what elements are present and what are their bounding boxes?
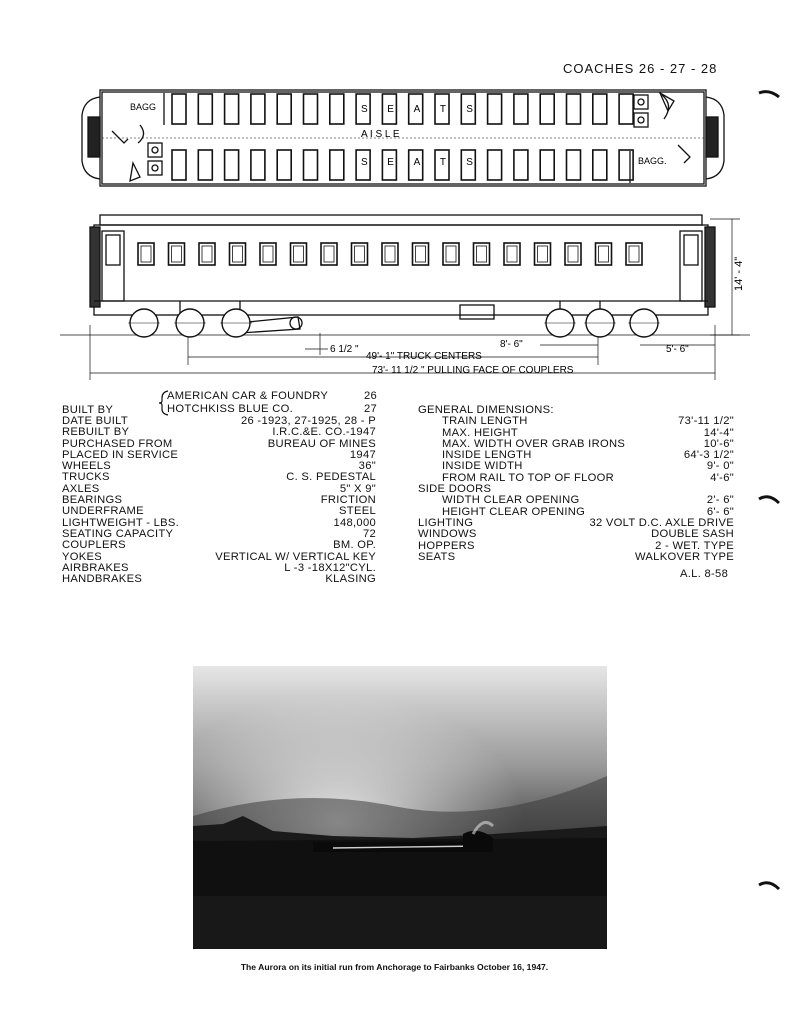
dimension-label: SEATS — [418, 550, 456, 563]
bagg-label-left: BAGG — [130, 102, 157, 112]
plan-seat — [619, 150, 633, 180]
plan-seat — [330, 94, 344, 124]
plan-seat — [251, 94, 265, 124]
spec-label: COUPLERS — [62, 539, 126, 552]
bagg-label-right: BAGG. — [638, 156, 667, 166]
coach-window-sash — [172, 246, 182, 262]
seats-letter: S — [361, 104, 368, 115]
spec-value: 148,000 — [333, 516, 376, 529]
plan-seat — [567, 94, 581, 124]
dimension-value: 2 - WET. TYPE — [655, 539, 734, 552]
spec-value: FRICTION — [320, 494, 376, 507]
coach-window-sash — [202, 246, 212, 262]
dimension-label: HEIGHT CLEAR OPENING — [442, 505, 586, 518]
spec-value: C. S. PEDESTAL — [286, 471, 376, 484]
plan-seat — [198, 94, 212, 124]
spec-value: I.R.C.&E. CO.-1947 — [272, 426, 376, 439]
coach-window-sash — [416, 246, 426, 262]
coach-window-sash — [629, 246, 639, 262]
spec-label: HANDBRAKES — [62, 573, 143, 586]
general-dimensions — [418, 405, 734, 563]
builder-row-2 — [167, 404, 377, 415]
coach-window-sash — [599, 246, 609, 262]
spec-value: L -3 -18X12"CYL. — [284, 561, 376, 574]
coach-window-sash — [538, 246, 548, 262]
spec-value: 5" X 9" — [339, 482, 376, 495]
seats-letter: S — [466, 157, 473, 168]
coach-window-sash — [233, 246, 243, 262]
spec-label: AXLES — [62, 482, 100, 495]
coach-window-sash — [263, 246, 273, 262]
dimension-label: SIDE DOORS — [418, 483, 492, 496]
seats-letter: S — [466, 104, 473, 115]
plan-seat — [277, 150, 291, 180]
spec-value: 36" — [358, 460, 376, 473]
spec-label: UNDERFRAME — [62, 505, 144, 518]
spec-label: PLACED IN SERVICE — [62, 448, 179, 461]
plan-seat — [593, 150, 607, 180]
spec-label: BEARINGS — [62, 494, 123, 507]
dimension-label: MAX. WIDTH OVER GRAB IRONS — [442, 437, 626, 450]
seats-letter: T — [439, 104, 447, 115]
dimension-value: 64'-3 1/2" — [683, 449, 734, 462]
dimension-label: INSIDE LENGTH — [442, 449, 532, 462]
spec-value: VERTICAL W/ VERTICAL KEY — [215, 550, 376, 563]
spec-label: WHEELS — [62, 460, 112, 473]
plan-seat — [514, 150, 528, 180]
coach-plan-view — [78, 85, 728, 193]
builders-brace — [158, 390, 170, 416]
dimension-label: WINDOWS — [418, 528, 477, 541]
plan-seat — [251, 150, 265, 180]
builders-block — [167, 391, 377, 416]
spec-value: 26 -1923, 27-1925, 28 - P — [240, 415, 376, 427]
dimension-value: DOUBLE SASH — [651, 528, 734, 541]
dimension-row — [418, 552, 734, 563]
spec-value: BM. OP. — [333, 539, 376, 552]
dimension-row — [418, 416, 734, 427]
dimension-value: 10'-6" — [703, 437, 734, 450]
dimension-label: FROM RAIL TO TOP OF FLOOR — [442, 471, 615, 484]
dimension-value: 73'-11 1/2" — [678, 415, 734, 428]
plan-seat — [488, 150, 502, 180]
spec-value: BUREAU OF MINES — [267, 437, 376, 450]
pulling-face-dimension: 73'- 11 1/2 " PULLING FACE OF COUPLERS — [372, 365, 574, 376]
plan-seat — [567, 150, 581, 180]
spec-label: REBUILT BY — [62, 426, 130, 439]
plan-seat — [488, 94, 502, 124]
coach-window-sash — [507, 246, 517, 262]
dimension-value: WALKOVER TYPE — [634, 550, 734, 563]
plan-seat — [304, 94, 318, 124]
plan-seat — [172, 94, 186, 124]
plan-seat — [330, 150, 344, 180]
plan-seat — [172, 150, 186, 180]
built-by-label: BUILT BY — [62, 404, 114, 416]
page-title: COACHES 26 - 27 - 28 — [563, 61, 718, 76]
general-dimensions-title: GENERAL DIMENSIONS: — [418, 404, 554, 416]
spec-row — [62, 574, 376, 585]
binder-marks — [755, 85, 785, 905]
coach-window-sash — [324, 246, 334, 262]
max-height-dimension: 14' - 4" — [733, 256, 745, 291]
dimension-label: LIGHTING — [418, 516, 474, 529]
seats-letter: A — [413, 157, 421, 168]
plan-seat — [304, 150, 318, 180]
coach-window-sash — [355, 246, 365, 262]
coach-window-sash — [446, 246, 456, 262]
builder-name-2: HOTCHKISS BLUE CO. — [167, 403, 293, 416]
dimension-label: MAX. HEIGHT — [442, 426, 519, 439]
spec-value: 1947 — [349, 448, 376, 461]
spec-label: LIGHTWEIGHT - LBS. — [62, 516, 180, 529]
wheelbase-dimension-b: 5'- 6" — [666, 344, 689, 355]
plan-seat — [514, 94, 528, 124]
seats-letter: E — [387, 157, 394, 168]
builder-name-1: AMERICAN CAR & FOUNDRY — [167, 390, 329, 402]
coach-window-sash — [141, 246, 151, 262]
builder-row-1 — [167, 391, 377, 402]
coach-window-sash — [568, 246, 578, 262]
spec-value: STEEL — [339, 505, 376, 518]
builder-car-2: 27 — [363, 403, 377, 416]
spec-label: YOKES — [62, 550, 103, 563]
wheelbase-dimension-a: 8'- 6" — [500, 339, 523, 350]
plan-seat — [225, 94, 239, 124]
coach-window-sash — [385, 246, 395, 262]
spec-value: KLASING — [325, 573, 376, 586]
truck-centers-dimension: 49'- 1" TRUCK CENTERS — [366, 351, 482, 362]
plan-seat — [593, 94, 607, 124]
seats-letter: E — [387, 104, 394, 115]
seats-letter: S — [361, 157, 368, 168]
spec-row — [62, 540, 376, 551]
dimension-label: WIDTH CLEAR OPENING — [442, 494, 580, 507]
plan-seat — [198, 150, 212, 180]
coach-window-sash — [294, 246, 304, 262]
dimension-row — [418, 495, 734, 506]
dimension-label: TRAIN LENGTH — [442, 415, 528, 428]
spec-list — [62, 416, 376, 585]
dimension-value: 32 VOLT D.C. AXLE DRIVE — [589, 516, 734, 529]
dimension-value: 6'- 6" — [706, 505, 734, 518]
dimension-6-half: 6 1/2 " — [330, 344, 359, 355]
dimension-value: 2'- 6" — [706, 494, 734, 507]
train-photo — [193, 666, 607, 949]
coach-window-sash — [477, 246, 487, 262]
spec-value: 72 — [362, 527, 376, 540]
drawing-reference: A.L. 8-58 — [680, 568, 729, 580]
dimension-value: 4'-6" — [710, 471, 734, 484]
dimension-label: HOPPERS — [418, 539, 475, 552]
plan-seat — [619, 94, 633, 124]
plan-seat — [225, 150, 239, 180]
dimension-value: 9'- 0" — [706, 460, 734, 473]
spec-row — [62, 472, 376, 483]
spec-label: PURCHASED FROM — [62, 437, 173, 450]
dimension-label: INSIDE WIDTH — [442, 460, 523, 473]
spec-label: DATE BUILT — [62, 415, 128, 427]
seats-letter: A — [413, 104, 421, 115]
coach-side-elevation — [60, 205, 750, 383]
plan-seat — [540, 150, 554, 180]
aisle-label: A I S L E — [361, 129, 400, 140]
photo-caption: The Aurora on its initial run from Anchorage to Fairbanks October 16, 1947. — [240, 962, 549, 972]
seats-letter: T — [439, 157, 447, 168]
builder-car-1: 26 — [363, 390, 377, 402]
spec-label: AIRBRAKES — [62, 561, 129, 574]
spec-label: SEATING CAPACITY — [62, 527, 174, 540]
spec-label: TRUCKS — [62, 471, 110, 484]
plan-seat — [277, 94, 291, 124]
plan-seat — [540, 94, 554, 124]
dimension-value: 14'-4" — [703, 426, 734, 439]
